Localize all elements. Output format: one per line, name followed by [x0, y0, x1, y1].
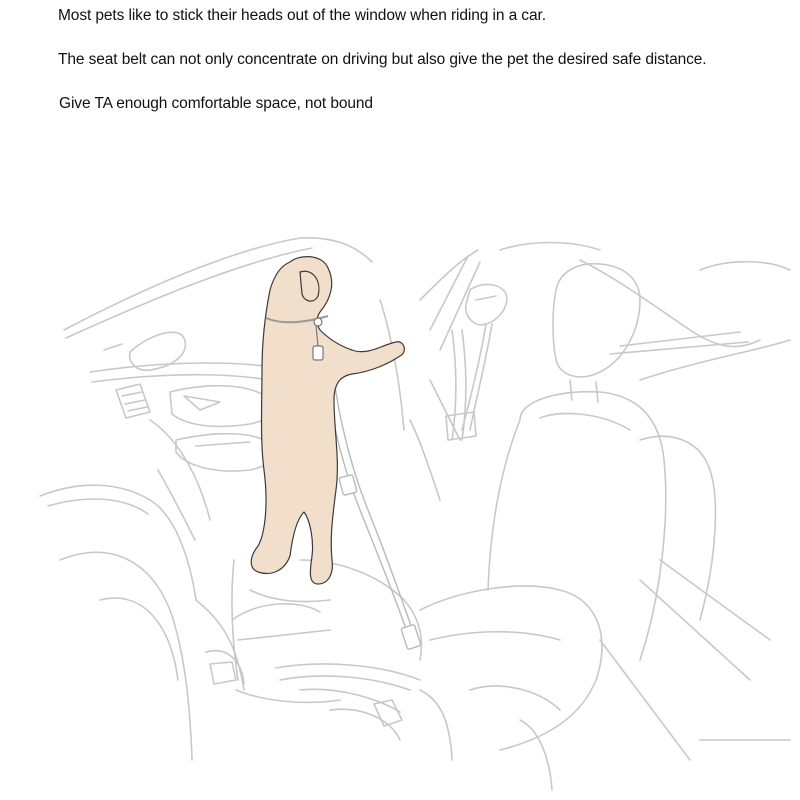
caption-line-3: Give TA enough comfortable space, not bound: [59, 95, 373, 112]
car-interior-line-art: [40, 238, 790, 790]
caption-line-2: The seat belt can not only concentrate on driving but also give the pet the desired safe distance.: [58, 51, 707, 68]
caption-line-1: Most pets like to stick their heads out of the window when riding in a car.: [58, 7, 546, 24]
